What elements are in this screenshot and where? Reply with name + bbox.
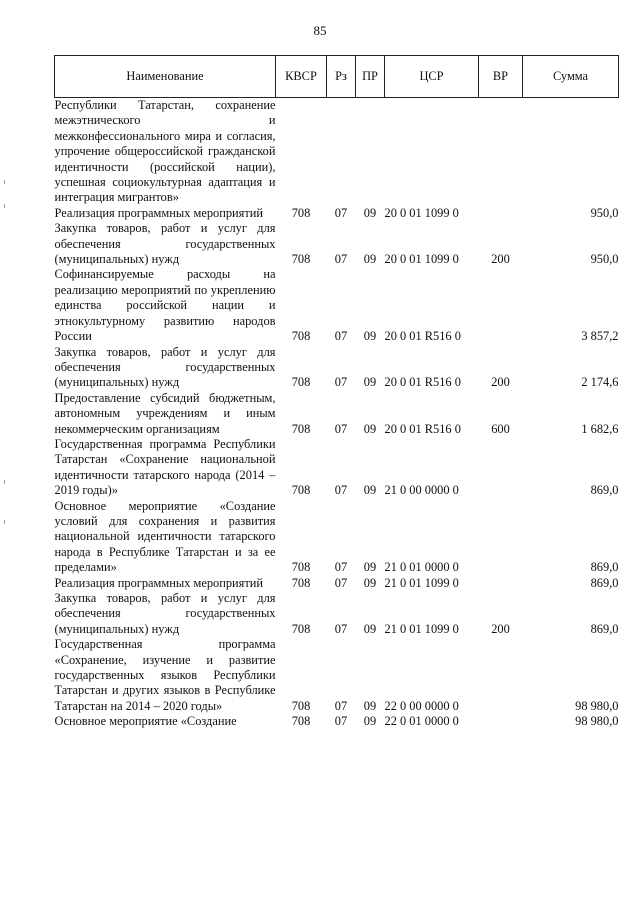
cell-csr: 22 0 01 0000 0 — [384, 714, 459, 729]
cell-pr — [356, 98, 385, 206]
cell-pr: 09 — [363, 483, 377, 498]
cell-kvsr: 708 — [291, 560, 311, 575]
cell-kvsr: 708 — [291, 421, 311, 436]
cell-kvsr: 708 — [291, 375, 311, 390]
cell-rz — [327, 98, 356, 206]
cell-kvsr — [276, 98, 327, 206]
cell-rz: 07 — [334, 575, 348, 590]
cell-vr: 600 — [491, 421, 510, 436]
cell-kvsr: 708 — [291, 205, 311, 220]
cell-kvsr: 708 — [291, 698, 311, 713]
page-number: 85 — [313, 23, 327, 38]
cell-pr: 09 — [363, 329, 377, 344]
cell-csr: 21 0 01 1099 0 — [384, 575, 459, 590]
scan-artifacts — [4, 180, 6, 580]
cell-csr: 20 0 01 R516 0 — [384, 421, 461, 436]
table-row — [55, 637, 619, 714]
cell-pr: 09 — [363, 375, 377, 390]
cell-pr: 09 — [363, 205, 377, 220]
cell-sum: 869,0 — [590, 575, 619, 590]
table-row — [55, 499, 619, 576]
cell-vr — [479, 267, 523, 344]
cell-kvsr: 708 — [291, 575, 311, 590]
cell-rz: 07 — [334, 252, 348, 267]
cell-sum: 950,0 — [590, 252, 619, 267]
table-row — [55, 345, 619, 391]
cell-sum: 98 980,0 — [575, 714, 619, 729]
cell-vr — [479, 714, 523, 729]
cell-sum: 3 857,2 — [581, 329, 619, 344]
cell-rz: 07 — [334, 421, 348, 436]
cell-vr — [479, 499, 523, 576]
table-row — [55, 267, 619, 344]
cell-csr: 20 0 01 1099 0 — [384, 205, 459, 220]
header-kvsr: КВСР — [276, 56, 327, 98]
cell-pr: 09 — [363, 714, 377, 729]
cell-rz: 07 — [334, 483, 348, 498]
cell-name: Государственная программа Республики Татарстан «Сохранение национальной идентичности татарского народа (2014 – 2019 годы)» — [54, 436, 276, 498]
cell-sum: 869,0 — [590, 483, 619, 498]
cell-csr — [385, 98, 479, 206]
cell-name: Софинансируемые расходы на реализацию мероприятий по укреплению единства российской нации и этнокультурному развитию народов России — [54, 267, 276, 344]
cell-pr: 09 — [363, 560, 377, 575]
header-sum: Сумма — [523, 56, 619, 98]
table-row — [55, 591, 619, 637]
cell-pr: 09 — [363, 621, 377, 636]
cell-csr: 21 0 01 1099 0 — [384, 621, 459, 636]
table-header-row — [55, 56, 619, 98]
cell-kvsr: 708 — [291, 252, 311, 267]
cell-csr: 20 0 01 R516 0 — [384, 329, 461, 344]
table-row — [55, 576, 619, 591]
cell-csr: 21 0 01 0000 0 — [384, 560, 459, 575]
cell-name: Предоставление субсидий бюджетным, автономным учреждениям и иным некоммерческим организациям — [54, 390, 276, 436]
table-row — [55, 714, 619, 729]
header-rz: Рз — [327, 56, 356, 98]
cell-pr: 09 — [363, 421, 377, 436]
cell-kvsr: 708 — [291, 621, 311, 636]
cell-rz: 07 — [334, 205, 348, 220]
cell-name: Основное мероприятие «Создание условий для сохранения и развития национальной идентичности татарского народа в Республике Татарстан и за ее пределами» — [54, 498, 276, 575]
cell-name: Республики Татарстан, сохранение межэтнического и межконфессионального мира и согласия, упрочение общероссийской гражданской идентичности (российской нации), успешная социокультурная адаптация и интеграция мигрантов» — [54, 98, 276, 205]
cell-sum: 869,0 — [590, 560, 619, 575]
cell-rz: 07 — [334, 560, 348, 575]
cell-name: Основное мероприятие «Создание — [54, 714, 237, 729]
table-row — [55, 437, 619, 499]
cell-pr: 09 — [363, 252, 377, 267]
header-name: Наименование — [55, 56, 276, 98]
cell-rz: 07 — [334, 375, 348, 390]
cell-rz: 07 — [334, 621, 348, 636]
cell-sum: 2 174,6 — [581, 375, 619, 390]
cell-sum: 1 682,6 — [581, 421, 619, 436]
cell-vr — [479, 576, 523, 591]
cell-vr: 200 — [491, 252, 510, 267]
cell-csr: 21 0 00 0000 0 — [384, 483, 459, 498]
cell-vr: 200 — [491, 621, 510, 636]
cell-kvsr: 708 — [291, 483, 311, 498]
cell-sum: 869,0 — [590, 621, 619, 636]
table-row — [55, 206, 619, 221]
cell-vr — [479, 206, 523, 221]
cell-name: Реализация программных мероприятий — [54, 205, 264, 220]
header-pr: ПР — [356, 56, 385, 98]
cell-name: Реализация программных мероприятий — [54, 575, 264, 590]
header-vr: ВР — [479, 56, 523, 98]
cell-name: Закупка товаров, работ и услуг для обеспечения государственных (муниципальных) нужд — [54, 591, 276, 636]
header-csr: ЦСР — [385, 56, 479, 98]
cell-pr: 09 — [363, 698, 377, 713]
cell-vr — [479, 437, 523, 499]
table-row — [55, 98, 619, 206]
cell-name: Закупка товаров, работ и услуг для обеспечения государственных (муниципальных) нужд — [54, 344, 276, 390]
cell-vr: 200 — [491, 375, 510, 390]
budget-table — [54, 55, 619, 730]
cell-sum: 98 980,0 — [575, 698, 619, 713]
cell-vr — [479, 98, 523, 206]
cell-vr — [479, 637, 523, 714]
cell-csr: 20 0 01 R516 0 — [384, 375, 461, 390]
cell-sum: 950,0 — [590, 205, 619, 220]
cell-rz: 07 — [334, 329, 348, 344]
cell-csr: 20 0 01 1099 0 — [384, 252, 459, 267]
cell-kvsr: 708 — [291, 714, 311, 729]
cell-pr: 09 — [363, 575, 377, 590]
table-row — [55, 391, 619, 437]
cell-rz: 07 — [334, 698, 348, 713]
cell-rz: 07 — [334, 714, 348, 729]
cell-sum — [523, 98, 619, 206]
cell-csr: 22 0 00 0000 0 — [384, 698, 459, 713]
cell-kvsr: 708 — [291, 329, 311, 344]
cell-name: Государственная программа «Сохранение, изучение и развитие государственных языков Республики Татарстан и других языков в Республике Татарстан на 2014 – 2020 годы» — [54, 637, 276, 713]
table-row — [55, 221, 619, 267]
cell-name: Закупка товаров, работ и услуг для обеспечения государственных (муниципальных) нужд — [54, 221, 276, 267]
